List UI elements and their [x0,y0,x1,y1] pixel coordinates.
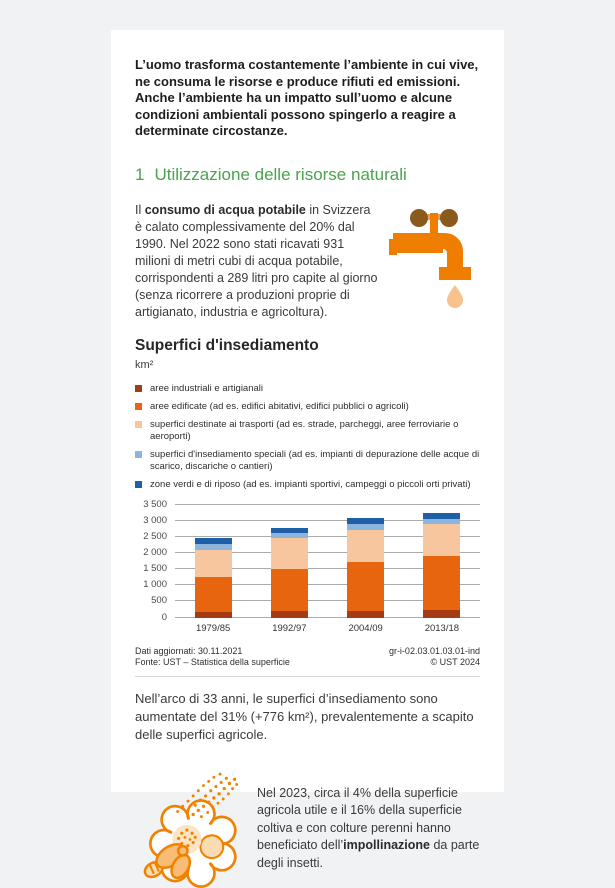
y-tick-label: 2 500 [143,530,167,542]
bar-segment [347,611,384,618]
bar-segment [423,556,460,609]
chart-code-label: gr-i-02.03.01.03.01-ind [388,645,480,656]
x-tick-label: 2004/09 [348,622,383,634]
y-tick-label: 3 500 [143,498,167,510]
chart-unit-label: km² [135,358,154,371]
x-tick-label: 1992/97 [272,622,307,634]
section-title: Utilizzazione delle risorse naturali [154,164,407,184]
bar-segment [271,611,308,617]
bar-segment [271,569,308,611]
bar-segment [271,538,308,569]
chart-plot [143,498,480,623]
chart-meta-left [135,646,290,669]
legend-swatch [135,385,142,392]
water-text-bold: consumo di acqua potabile [144,202,306,217]
chart-x-axis [175,623,480,634]
water-text-post: in Svizzera è calato complessivamente del 20% dal 1990. Nel 2022 sono stati ricavati 931 milioni di metri cubi di acqua potabile, corrispondenti a 289 litri pro capite al giorno (senza ricorrere a produzioni proprie di artigianato, industria e agricoltura). [135,202,378,319]
legend-swatch [135,403,142,410]
bar-segment [347,562,384,610]
stacked-bar [195,505,232,618]
bar-segment [423,524,460,556]
legend-label: superfici destinate ai trasporti (ad es. strade, parcheggi, aree ferroviarie o aeroporti) [150,418,459,442]
water-paragraph [135,202,380,321]
source-label: Fonte: UST – Statistica della superficie [135,657,290,667]
water-consumption-block [135,202,480,321]
x-tick-label: 1979/85 [195,622,231,634]
y-tick-label: 1 500 [143,563,167,575]
pollination-block [135,771,480,888]
bee-flower-icon [135,771,243,888]
y-tick-label: 0 [161,611,167,623]
copyright-label: © UST 2024 [430,657,480,667]
legend-item [135,419,480,443]
pollination-text-post: da parte degli insetti. [257,838,480,870]
pollination-paragraph [243,771,480,888]
x-tick-label: 2013/18 [424,622,460,634]
chart-meta [135,646,480,669]
legend-swatch [135,451,142,458]
legend-item [135,479,480,491]
divider-line [135,676,480,677]
stacked-bar [423,505,460,618]
legend-item [135,449,480,473]
legend-label: zone verdi e di riposo (ad es. impianti sportivi, campeggi o piccoli orti privati) [150,478,471,490]
legend-label: superfici d'insediamento speciali (ad es. impianti di depurazione delle acque di scarico, discariche o cantieri) [150,448,480,472]
legend-swatch [135,481,142,488]
bar-segment [195,550,232,577]
faucet-icon [388,202,480,321]
bar-segment [347,530,384,562]
y-tick-label: 1 000 [143,579,167,591]
legend-label: aree edificate (ad es. edifici abitativi, edifici pubblici o agricoli) [150,400,409,412]
pollination-text-bold: impollinazione [343,838,430,852]
data-updated-label: Dati aggiornati: 30.11.2021 [135,645,243,656]
legend-item [135,401,480,413]
conclusion-paragraph: Nell’arco di 33 anni, le superfici d’insediamento sono aumentate del 31% (+776 km²), prevalentemente a scapito delle superfici agricole. [135,690,474,742]
bar-segment [195,577,232,613]
bar-chart [135,498,480,634]
legend-swatch [135,421,142,428]
stacked-bar [347,505,384,618]
legend-item [135,383,480,395]
chart-bars [175,505,480,618]
bar-segment [195,612,232,617]
y-tick-label: 3 000 [143,514,167,526]
y-tick-label: 2 000 [143,546,167,558]
section-number: 1 [135,164,145,184]
section-heading [135,165,480,185]
chart-meta-right [389,646,480,669]
document-page [111,30,504,870]
bar-segment [423,610,460,618]
stacked-bar [271,505,308,618]
intro-paragraph: L’uomo trasforma costantemente l’ambiente in cui vive, ne consuma le risorse e produce rifiuti ed emissioni. Anche l’ambiente ha un impatto sull’uomo e alcune condizioni ambientali possono spingerlo a reagire a determinate circostanze. [135,57,479,138]
chart-legend [135,383,480,491]
legend-label: aree industriali e artigianali [150,382,264,394]
y-tick-label: 500 [151,595,167,607]
pollination-text-pre: Nel 2023, circa il 4% della superficie agricola utile e il 16% della superficie coltiva e con colture perenni hanno beneficiato dell’ [257,785,462,852]
water-text-pre: Il [135,202,145,217]
chart-title: Superfici d'insediamento [135,336,319,354]
